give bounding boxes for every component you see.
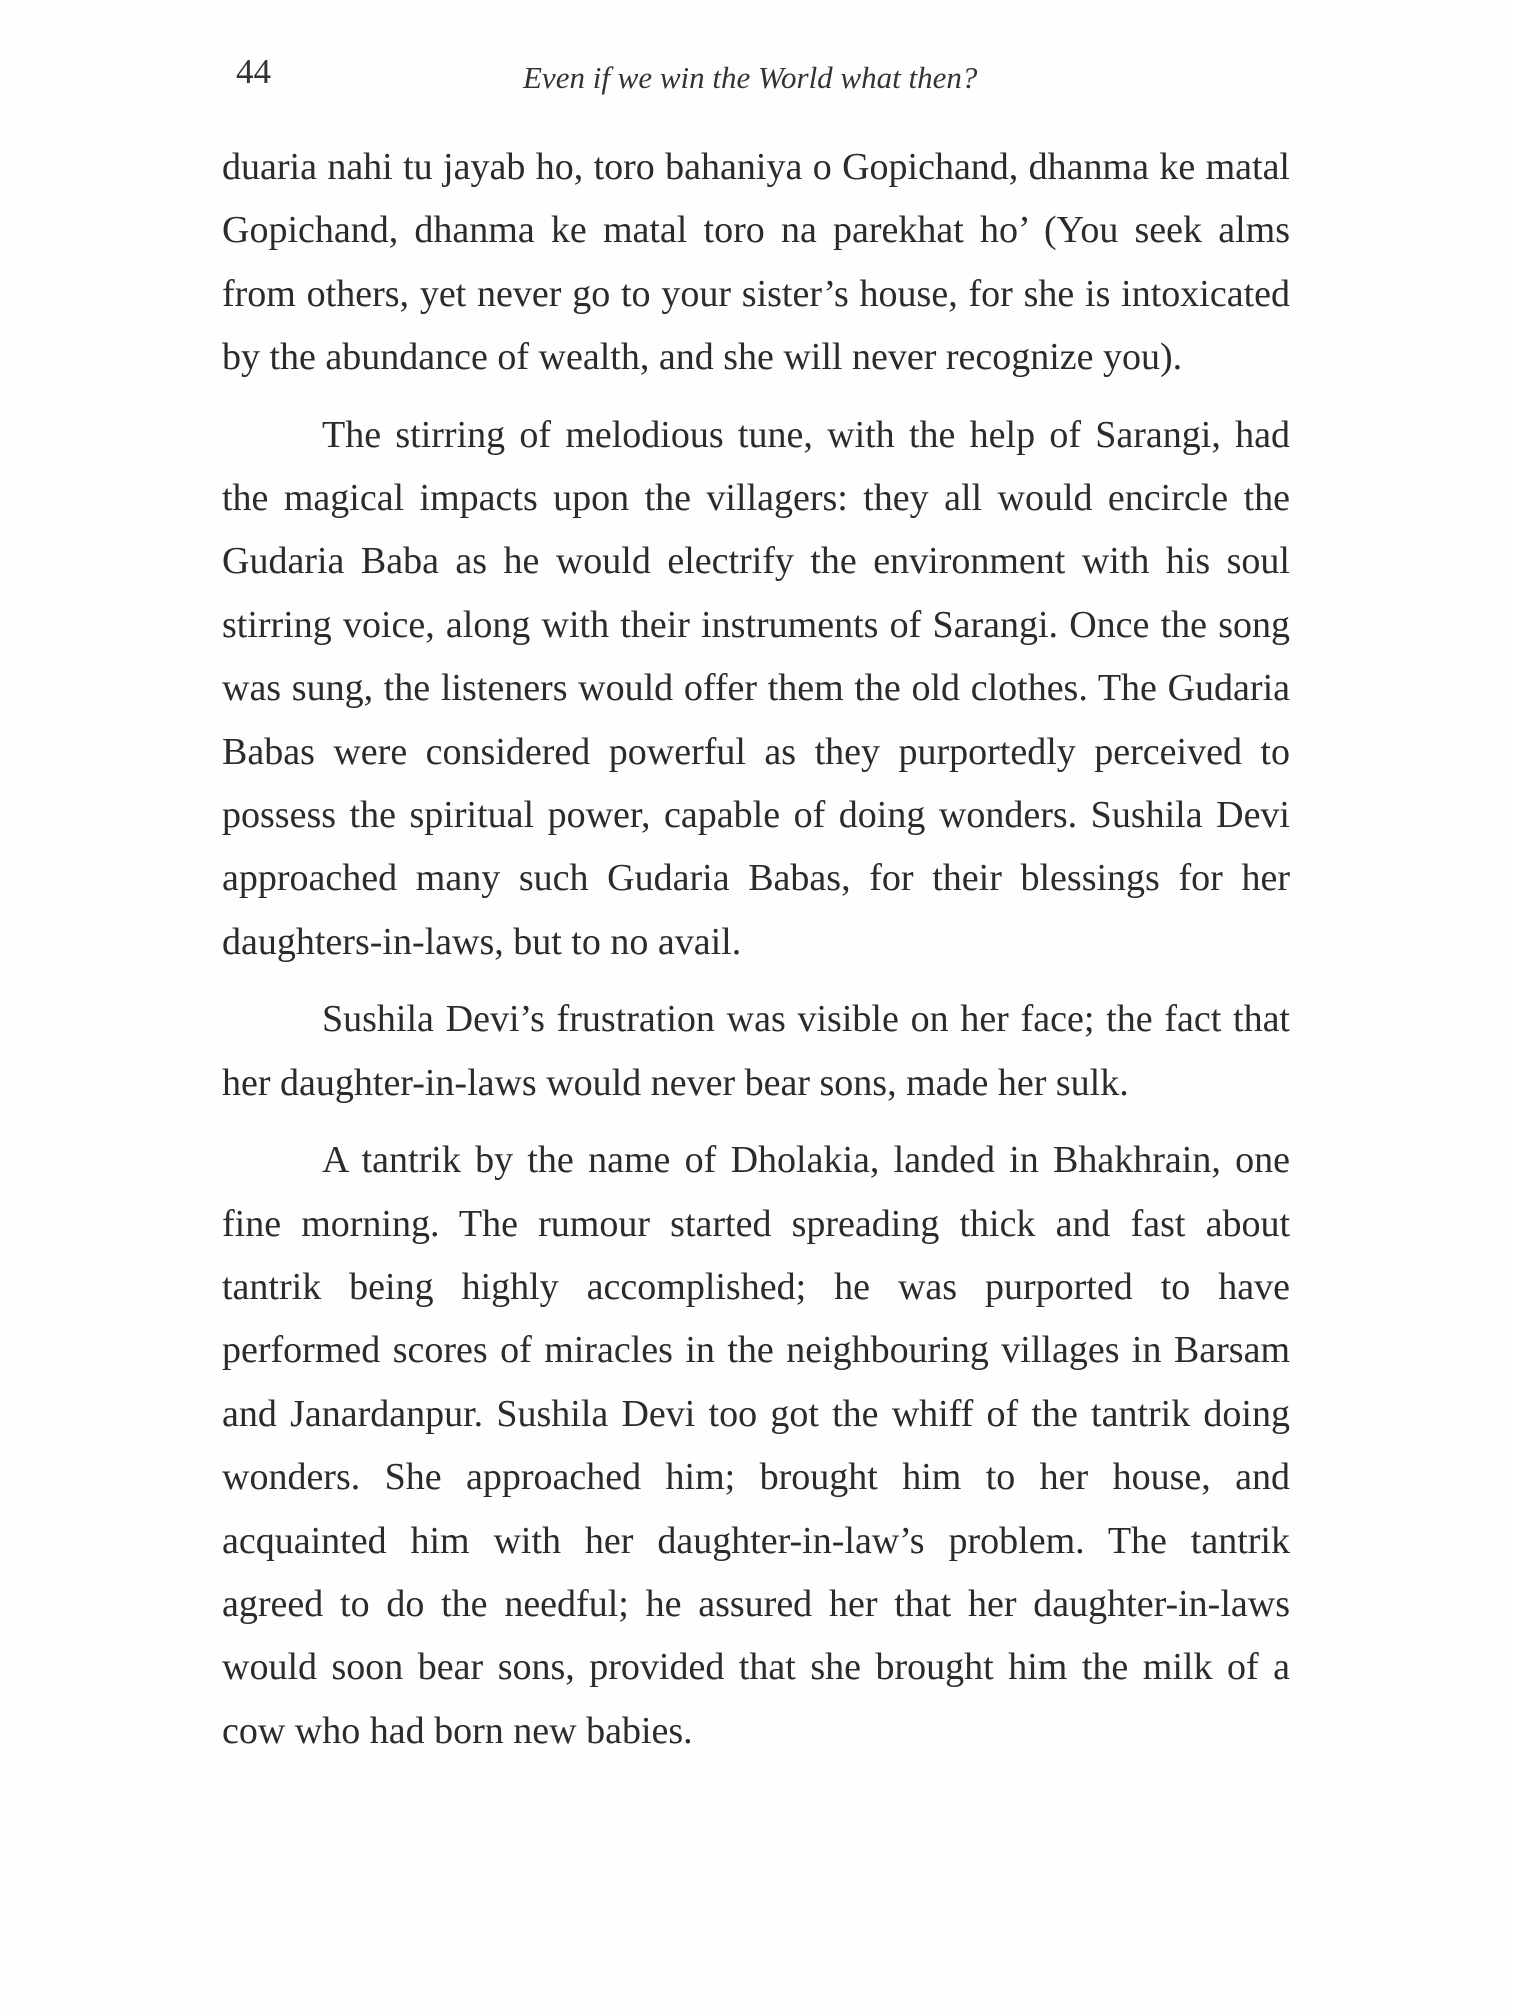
paragraph-2: The stirring of melodious tune, with the help of Sarangi, had the magical impacts upon the villagers: they all would encircle the Gudaria Baba as he would electrify the environment with his soul stirring voice, along with their instruments of Sarangi. Once the song was sung, the listeners would offer them the old clothes. The Gudaria Babas were considered powerful as they purportedly perceived to possess the spiritual power, capable of doing wonders. Sushila Devi approached many such Gudaria Babas, for their blessings for her daughters-in-laws, but to no avail. bbox=[222, 413, 1290, 963]
running-title: Even if we win the World what then? bbox=[523, 60, 978, 95]
body-text bbox=[222, 136, 1290, 1777]
paragraph-3: Sushila Devi’s frustration was visible on her face; the fact that her daughter-in-laws would never bear sons, made her sulk. bbox=[222, 998, 1290, 1104]
paragraph-4: A tantrik by the name of Dholakia, landed in Bhakhrain, one fine morning. The rumour started spreading thick and fast about tantrik being highly accomplished; he was purported to have performed scores of miracles in the neighbouring villages in Barsam and Janardanpur. Sushila Devi too got the whiff of the tantrik doing wonders. She approached him; brought him to her house, and acquainted him with her daughter-in-law’s problem. The tantrik agreed to do the needful; he assured her that her daughter-in-laws would soon bear sons, provided that she brought him the milk of a cow who had born new babies. bbox=[222, 1139, 1290, 1752]
page-number: 44 bbox=[236, 52, 271, 91]
paragraph-1: duaria nahi tu jayab ho, toro bahaniya o Gopichand, dhanma ke matal Gopichand, dhanma ke matal toro na parekhat ho’ (You seek alms from others, yet never go to your sister’s house, for she is intoxicated by the abundance of wealth, and she will never recognize you). bbox=[222, 146, 1290, 379]
page-header bbox=[236, 50, 1286, 110]
